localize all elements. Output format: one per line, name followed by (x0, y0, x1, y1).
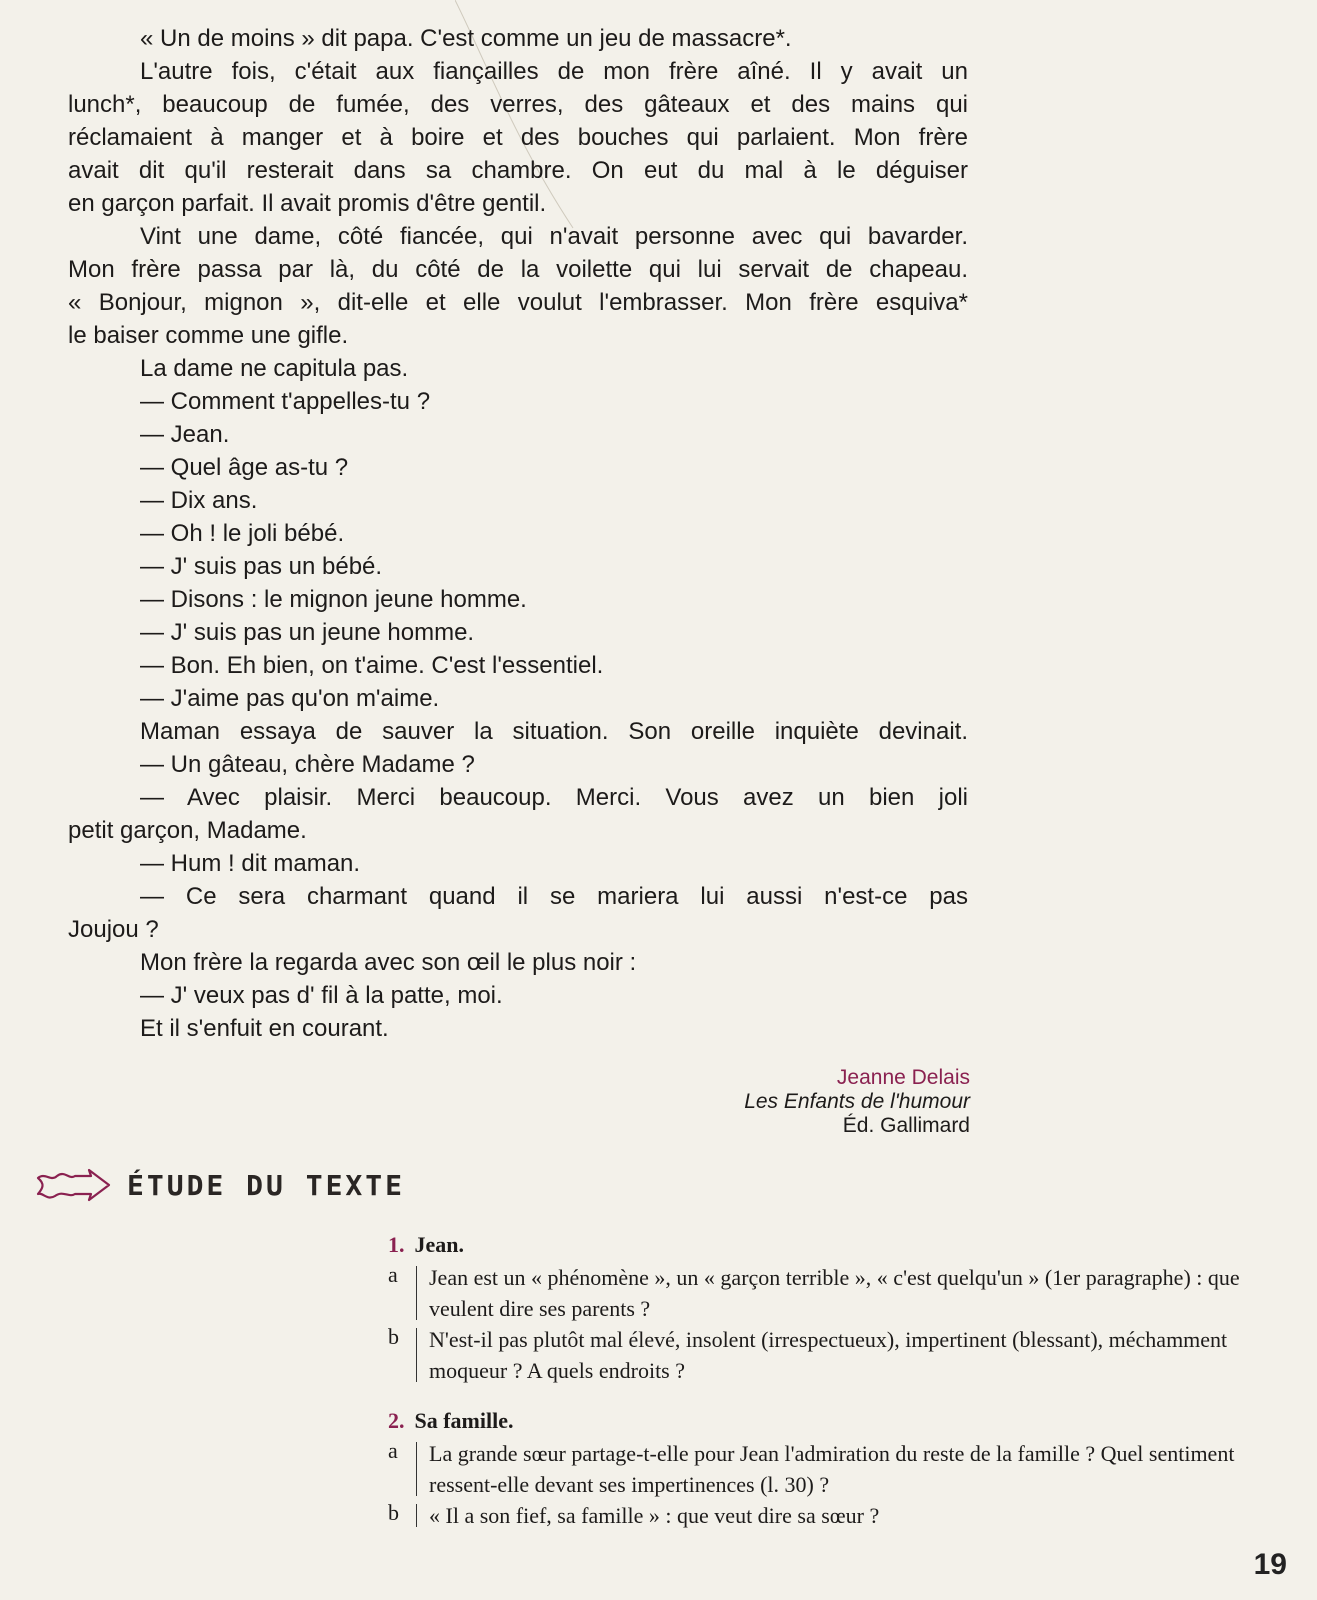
source-book: Les Enfants de l'humour (744, 1090, 970, 1113)
passage-line-text: — Hum ! dit maman. (140, 850, 361, 877)
passage-line-text: — Avec plaisir. Merci beaucoup. Merci. Vous avez un bien joli (140, 784, 968, 811)
question-item (388, 1438, 1288, 1500)
passage-line (68, 649, 968, 682)
passage-line (68, 253, 968, 286)
passage-line-text: — Dix ans. (140, 487, 258, 514)
section-header (35, 1168, 405, 1202)
item-letter: b (388, 1500, 399, 1525)
passage-line (68, 286, 968, 319)
item-divider (416, 1328, 417, 1382)
passage-line (68, 55, 968, 88)
passage-line-text: — J' veux pas d' fil à la patte, moi. (140, 982, 503, 1009)
item-text: « Il a son fief, sa famille » : que veut dire sa sœur ? (429, 1503, 880, 1528)
passage-line (68, 517, 968, 550)
passage-line (68, 715, 968, 748)
passage-line (68, 583, 968, 616)
item-letter: b (388, 1324, 399, 1349)
passage-line-text: — Jean. (140, 421, 230, 448)
passage-line-text: L'autre fois, c'était aux fiançailles de mon frère aîné. Il y avait un (140, 58, 968, 85)
item-letter: a (388, 1438, 398, 1463)
passage-line (68, 550, 968, 583)
question-item (388, 1262, 1288, 1324)
passage-line (68, 418, 968, 451)
passage-line-text: le baiser comme une gifle. (68, 322, 349, 349)
question-number: 2. (388, 1408, 405, 1433)
passage-line-text: — Un gâteau, chère Madame ? (140, 751, 475, 778)
passage-line-text: — Comment t'appelles-tu ? (140, 388, 431, 415)
passage-line (68, 682, 968, 715)
passage-line (68, 187, 968, 220)
passage-line-text: petit garçon, Madame. (68, 817, 307, 844)
item-divider (416, 1504, 417, 1527)
section-title: ÉTUDE DU TEXTE (127, 1168, 406, 1202)
passage-line (68, 880, 968, 913)
question-heading (388, 1408, 1288, 1434)
passage-line (68, 1012, 968, 1045)
arrow-icon (35, 1168, 111, 1202)
passage-line-text: — Ce sera charmant quand il se mariera lui aussi n'est-ce pas (140, 883, 968, 910)
passage-line (68, 781, 968, 814)
question-item (388, 1500, 1288, 1531)
question-group (388, 1408, 1288, 1531)
passage-line (68, 319, 968, 352)
question-heading (388, 1232, 1288, 1258)
passage (68, 22, 968, 1045)
passage-line-text: Et il s'enfuit en courant. (140, 1015, 389, 1042)
passage-line (68, 814, 968, 847)
passage-line (68, 748, 968, 781)
question-group (388, 1232, 1288, 1386)
question-number: 1. (388, 1232, 405, 1257)
passage-line (68, 121, 968, 154)
source-publisher: Éd. Gallimard (842, 1114, 970, 1137)
question-item (388, 1324, 1288, 1386)
passage-line-text: Joujou ? (68, 916, 159, 943)
passage-line (68, 154, 968, 187)
passage-line-text: Mon frère passa par là, du côté de la voilette qui lui servait de chapeau. (68, 256, 968, 283)
item-text: La grande sœur partage-t-elle pour Jean l'admiration du reste de la famille ? Quel sentiment ressent-elle devant ses impertinences (l. 30) ? (429, 1441, 1235, 1497)
passage-line (68, 385, 968, 418)
question-title: Sa famille. (414, 1408, 514, 1433)
item-text: N'est-il pas plutôt mal élevé, insolent (irrespectueux), impertinent (blessant), méchamment moqueur ? A quels endroits ? (429, 1327, 1228, 1383)
passage-line (68, 913, 968, 946)
passage-line-text: — Oh ! le joli bébé. (140, 520, 345, 547)
passage-line-text: — Quel âge as-tu ? (140, 454, 349, 481)
passage-line (68, 88, 968, 121)
passage-line (68, 451, 968, 484)
passage-line (68, 946, 968, 979)
passage-line-text: La dame ne capitula pas. (140, 355, 409, 382)
passage-line-text: — Bon. Eh bien, on t'aime. C'est l'essentiel. (140, 652, 604, 679)
item-text: Jean est un « phénomène », un « garçon terrible », « c'est quelqu'un » (1er paragraphe) : que veulent dire ses parents ? (429, 1265, 1240, 1321)
passage-line (68, 616, 968, 649)
passage-line-text: — J' suis pas un bébé. (140, 553, 383, 580)
passage-line-text: lunch*, beaucoup de fumée, des verres, des gâteaux et des mains qui (68, 91, 968, 118)
passage-line-text: Maman essaya de sauver la situation. Son oreille inquiète devinait. (140, 718, 968, 745)
passage-line (68, 352, 968, 385)
passage-line (68, 484, 968, 517)
passage-line (68, 979, 968, 1012)
questions (388, 1232, 1288, 1553)
source-citation (744, 1066, 970, 1138)
passage-line-text: — J' suis pas un jeune homme. (140, 619, 475, 646)
item-divider (416, 1442, 417, 1496)
page-number: 19 (1253, 1548, 1287, 1581)
passage-line (68, 847, 968, 880)
passage-line-text: réclamaient à manger et à boire et des bouches qui parlaient. Mon frère (68, 124, 968, 151)
item-divider (416, 1266, 417, 1320)
question-title: Jean. (414, 1232, 464, 1257)
item-letter: a (388, 1262, 398, 1287)
passage-line (68, 220, 968, 253)
passage-line (68, 22, 968, 55)
passage-line-text: Mon frère la regarda avec son œil le plus noir : (140, 949, 637, 976)
passage-line-text: Vint une dame, côté fiancée, qui n'avait personne avec qui bavarder. (140, 223, 968, 250)
passage-line-text: — Disons : le mignon jeune homme. (140, 586, 527, 613)
passage-line-text: avait dit qu'il resterait dans sa chambre. On eut du mal à le déguiser (68, 157, 968, 184)
passage-line-text: en garçon parfait. Il avait promis d'être gentil. (68, 190, 547, 217)
passage-line-text: « Un de moins » dit papa. C'est comme un jeu de massacre*. (140, 25, 792, 52)
passage-line-text: — J'aime pas qu'on m'aime. (140, 685, 440, 712)
passage-line-text: « Bonjour, mignon », dit-elle et elle voulut l'embrasser. Mon frère esquiva* (68, 289, 968, 316)
source-author: Jeanne Delais (836, 1066, 970, 1089)
